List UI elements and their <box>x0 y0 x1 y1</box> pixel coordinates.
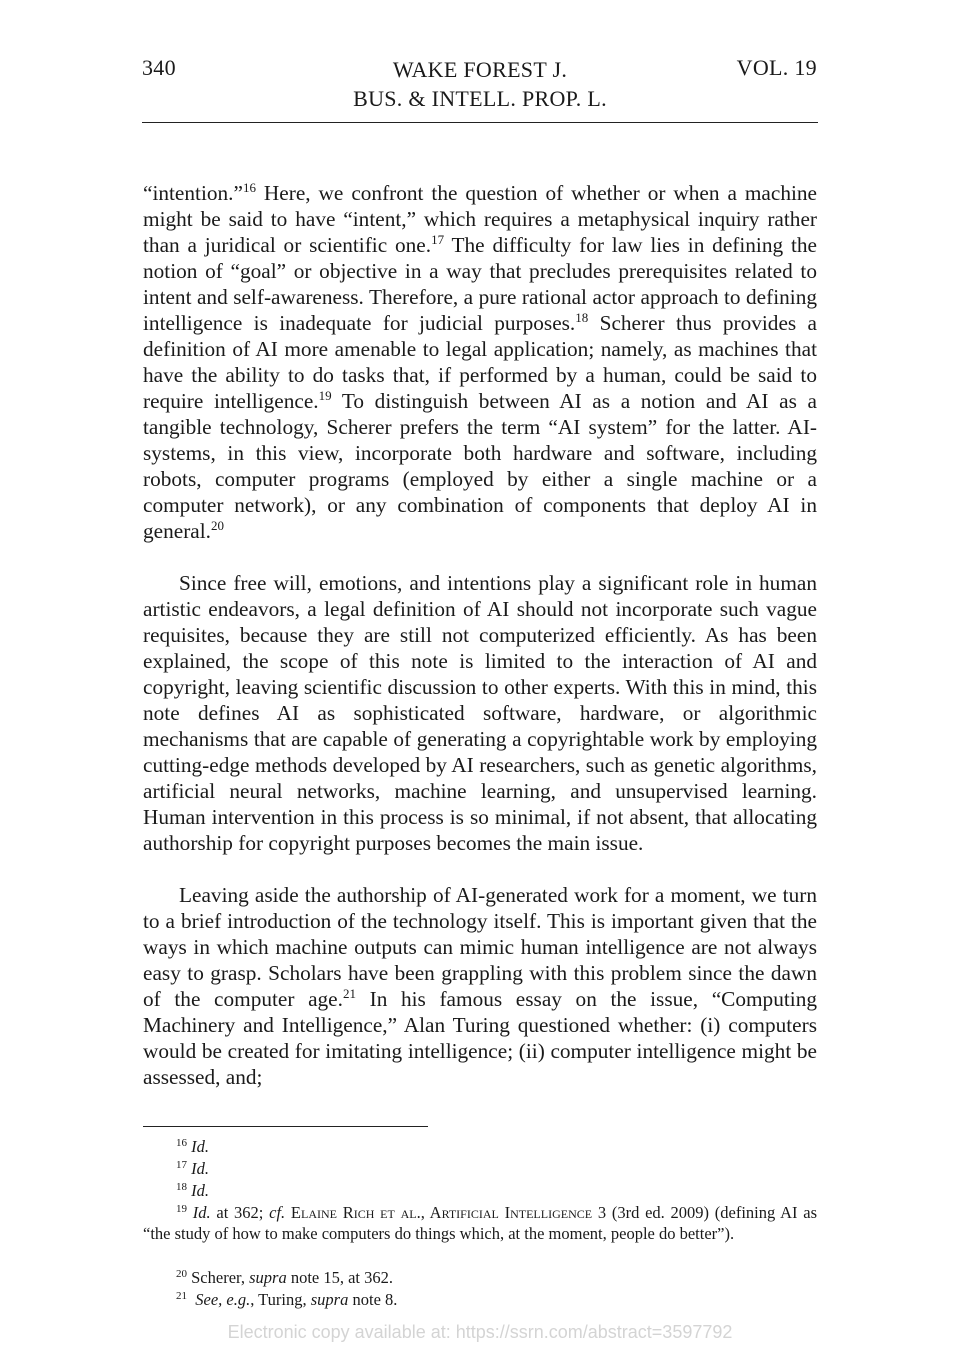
footnote-ref-20[interactable]: 20 <box>211 518 224 533</box>
footnote-text: note 8. <box>348 1290 398 1309</box>
footnote-text: at 362; <box>210 1203 270 1222</box>
footnote-ref-18[interactable]: 18 <box>575 310 589 325</box>
footnote-number: 16 <box>176 1137 187 1149</box>
footnote-21 <box>143 1289 817 1310</box>
footnote-18 <box>143 1180 817 1201</box>
footnote-number: 19 <box>176 1203 187 1215</box>
p1-text: “intention.” <box>143 181 243 205</box>
p1-text: Scherer thus provides a definition of AI more amenable to legal application; namely, as machines that have the ability to do tasks that, if performed by a human, could be said to require intelligence. <box>143 311 817 413</box>
body-paragraph-1 <box>143 180 817 544</box>
p1-text: To distinguish between AI as a notion and AI as a tangible technology, Scherer prefers the term “AI system” for the latter. AI-systems, in this view, incorporate both hardware and software, including robots, computer programs (employed by either a single machine or a computer network), or any combination of components that deploy AI in general. <box>143 389 817 543</box>
footnote-text: note 15, at 362. <box>286 1268 394 1287</box>
footnote-cite: Id. <box>191 1137 209 1156</box>
footnote-number: 17 <box>176 1159 187 1171</box>
footnote-ref-16[interactable]: 16 <box>242 180 256 195</box>
footnote-source: Elaine Rich et al., Artificial Intelligence <box>285 1203 593 1222</box>
p1-text: The difficulty for law lies in defining the notion of “goal” or objective in a way that precludes prerequisites related to intent and self-awareness. Therefore, a pure rational actor approach to defining intelligence is inadequate for judicial purposes. <box>143 233 817 335</box>
journal-title <box>280 55 680 113</box>
p3-text: Leaving aside the authorship of AI-generated work for a moment, we turn to a brief introduction of the technology itself. This is important given that the ways in which machine outputs can mimic human intelligence are not always easy to grasp. Scholars have been grappling with this problem since the dawn of the computer age. <box>143 883 817 1011</box>
footnote-cite: Id. <box>192 1203 211 1222</box>
footnote-17 <box>143 1158 817 1179</box>
footnote-20 <box>143 1267 817 1288</box>
footnote-signal: cf. <box>269 1203 286 1222</box>
ssrn-availability-notice[interactable]: Electronic copy available at: https://ssrn.com/abstract=3597792 <box>227 1322 733 1342</box>
footnote-text: 3 (3rd ed. 2009) (defining AI as “the study of how to make computers do things which, at the moment, people do better”). <box>143 1203 817 1243</box>
volume-number: VOL. 19 <box>736 55 817 80</box>
footnote-number: 21 <box>176 1290 187 1302</box>
footnote-text: Scherer, <box>191 1268 250 1287</box>
body-paragraph-3 <box>143 882 817 1090</box>
header-rule <box>142 122 818 123</box>
footnote-ref-21[interactable]: 21 <box>342 986 356 1001</box>
footnote-ref-17[interactable]: 17 <box>431 232 445 247</box>
body-paragraph-2: Since free will, emotions, and intentions play a significant role in human artistic endeavors, a legal definition of AI should not incorporate such vague requisites, because they are still not computerized efficiently. As has been explained, the scope of this note is limited to the interaction of AI and copyright, leaving scientific discussion to other experts. With this in mind, this note defines AI as sophisticated software, hardware, or algorithmic mechanisms that are capable of generating a copyrightable work by employing cutting-edge methods developed by AI researchers, such as genetic algorithms, artificial neural networks, machine learning, and unsupervised learning. Human intervention in this process is so minimal, if not absent, that allocating authorship for copyright purposes becomes the main issue. <box>143 571 817 855</box>
page-number: 340 <box>142 55 176 80</box>
footnote-signal: supra <box>249 1268 287 1287</box>
footnote-16 <box>143 1136 817 1157</box>
footnote-signal: See, e.g. <box>195 1290 251 1309</box>
footnote-text: , Turing, <box>250 1290 311 1309</box>
p1-text: Here, we confront the question of whether or when a machine might be said to have “intent,” which requires a metaphysical inquiry rather than a juridical or scientific one. <box>143 181 817 257</box>
footnote-19 <box>143 1202 817 1244</box>
footnote-number: 20 <box>176 1268 187 1280</box>
footnote-signal: supra <box>310 1290 349 1309</box>
journal-title-line-1: WAKE FOREST J. <box>392 57 568 82</box>
footnote-ref-19[interactable]: 19 <box>318 388 332 403</box>
footnote-rule <box>143 1126 428 1127</box>
footnote-number: 18 <box>176 1181 187 1193</box>
p3-text: In his famous essay on the issue, “Computing Machinery and Intelligence,” Alan Turing questioned whether: (i) computers would be created for imitating intelligence; (ii) computer intelligence might be assessed, and; <box>143 987 817 1089</box>
footnote-cite: Id. <box>191 1159 209 1178</box>
journal-title-line-2: BUS. & INTELL. PROP. L. <box>353 86 607 111</box>
footnote-cite: Id. <box>191 1181 209 1200</box>
